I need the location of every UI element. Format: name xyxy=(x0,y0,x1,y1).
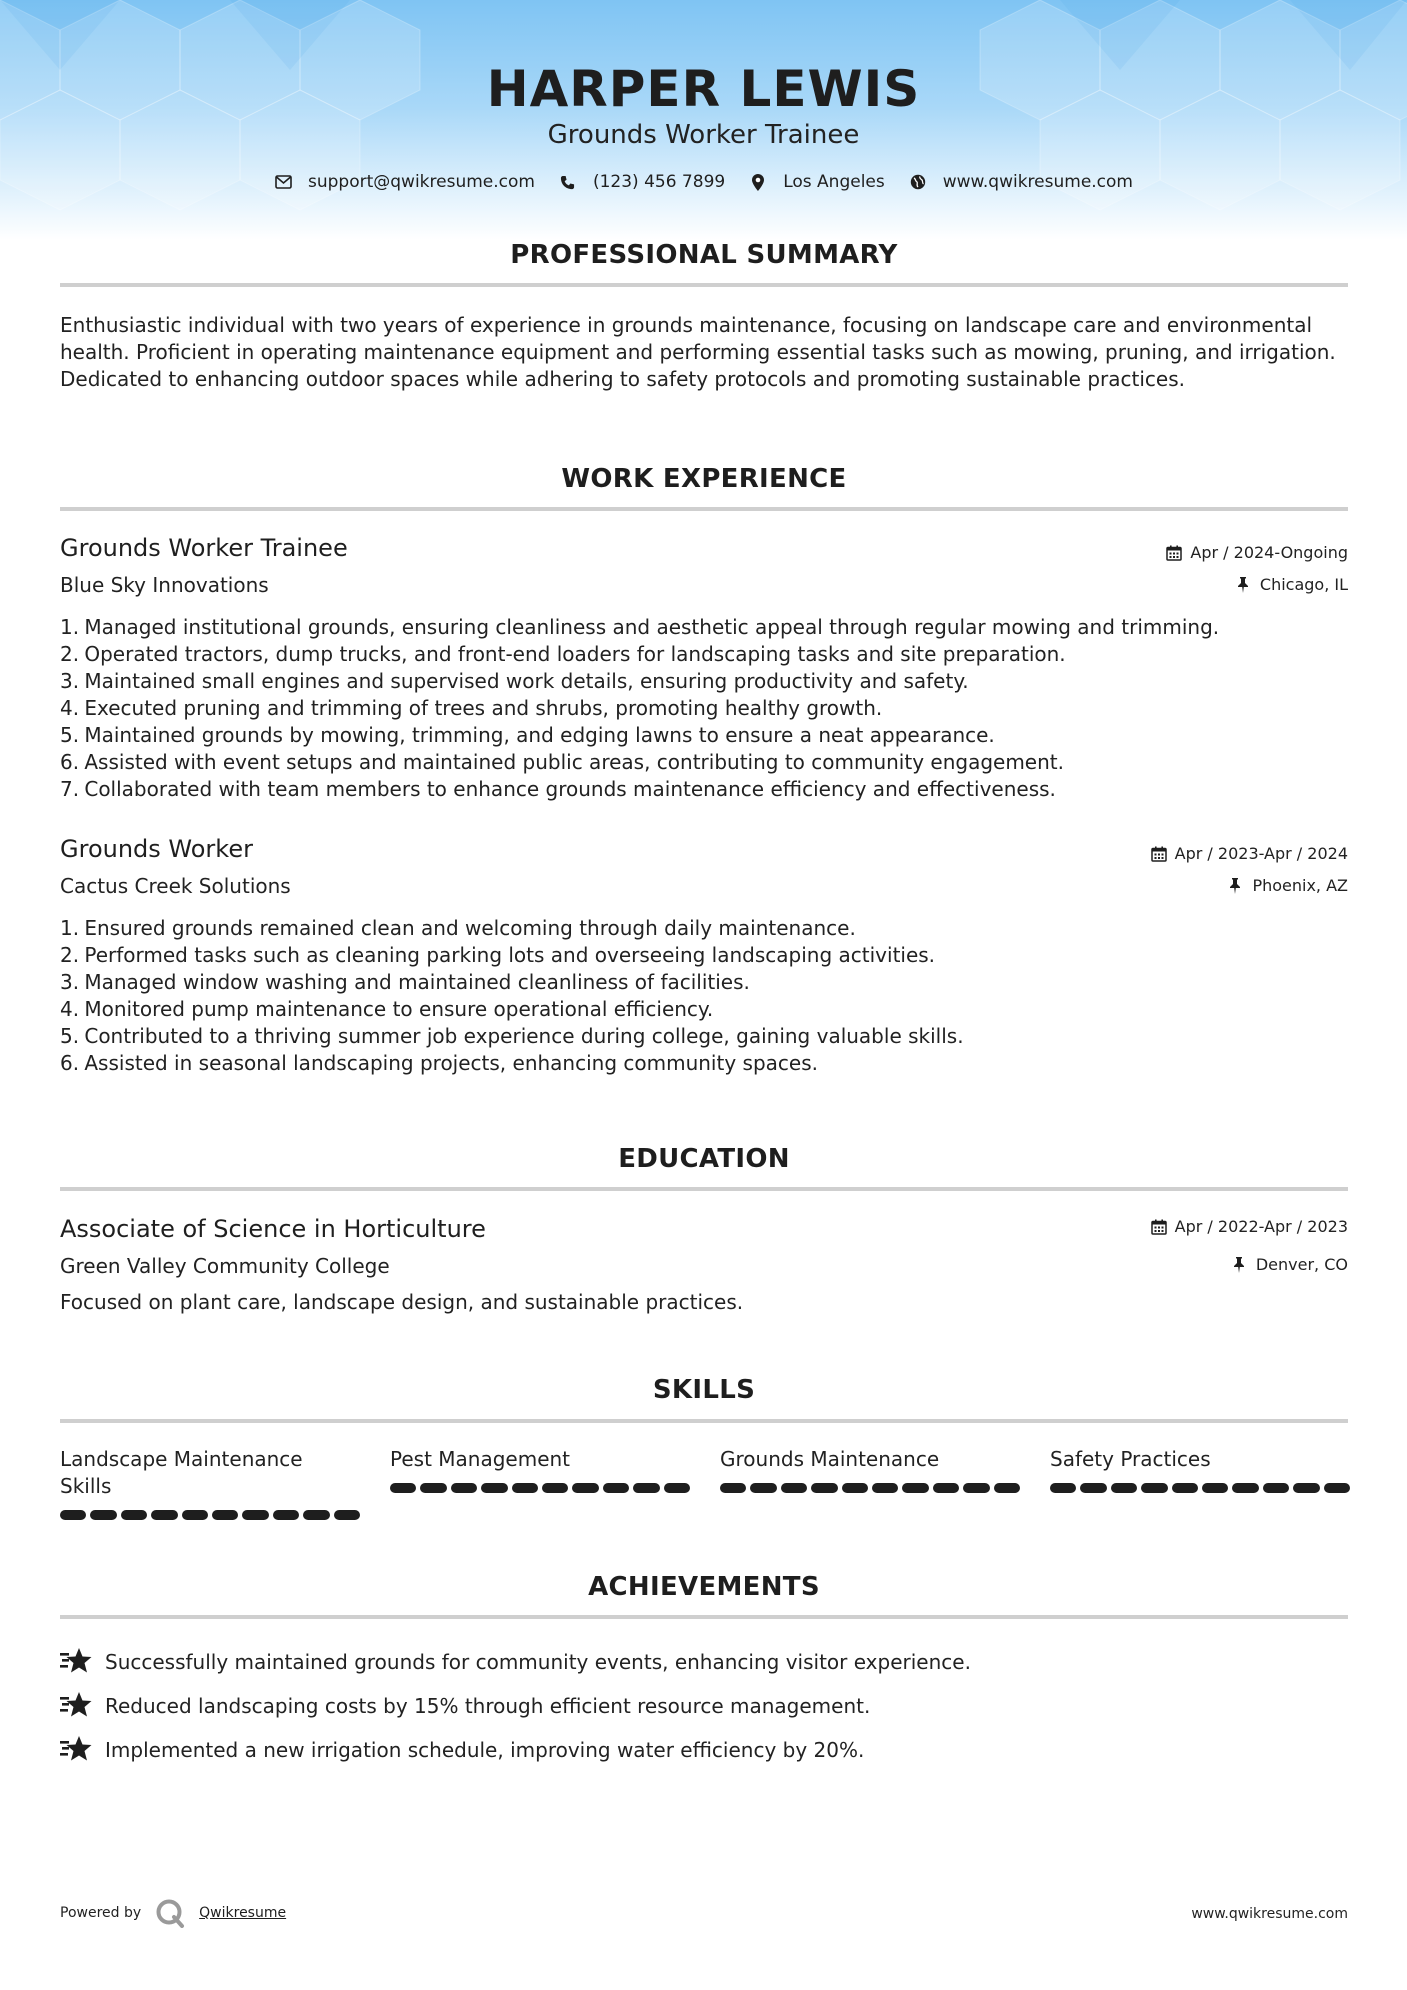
experience-rule xyxy=(60,507,1348,511)
skill-level-bar xyxy=(60,1510,360,1520)
list-item: Implemented a new irrigation schedule, improving water efficiency by 20%. xyxy=(60,1728,1350,1772)
map-pin-icon xyxy=(749,173,767,191)
job-location xyxy=(1236,575,1348,594)
experience-heading: WORK EXPERIENCE xyxy=(561,464,847,494)
skill-item xyxy=(60,1446,360,1520)
list-item: 1. Managed institutional grounds, ensuring cleanliness and aesthetic appeal through regular mowing and trimming. xyxy=(60,615,1220,639)
pushpin-icon xyxy=(1228,878,1244,894)
job-company: Blue Sky Innovations xyxy=(60,573,269,597)
skill-level-segment xyxy=(1293,1483,1319,1493)
job-dates xyxy=(1166,543,1348,562)
footer-powered-by xyxy=(60,1898,286,1928)
skill-name: Landscape Maintenance Skills xyxy=(60,1447,303,1498)
list-item: 5. Maintained grounds by mowing, trimming, and edging lawns to ensure a neat appearance. xyxy=(60,723,995,747)
job-bullets xyxy=(60,614,1350,803)
achievements-list xyxy=(60,1640,1350,1772)
calendar-icon xyxy=(1151,1219,1167,1235)
skill-level-segment xyxy=(451,1483,477,1493)
skill-name: Grounds Maintenance xyxy=(720,1447,940,1471)
achievements-rule xyxy=(60,1615,1348,1619)
skill-level-segment xyxy=(781,1483,807,1493)
skill-level-segment xyxy=(1172,1483,1198,1493)
skill-level-bar xyxy=(390,1483,690,1493)
skill-level-segment xyxy=(811,1483,837,1493)
skill-level-segment xyxy=(60,1510,86,1520)
list-item: Reduced landscaping costs by 15% through efficient resource management. xyxy=(60,1684,1350,1728)
skill-level-segment xyxy=(1050,1483,1076,1493)
skill-level-segment xyxy=(151,1510,177,1520)
list-item: 5. Contributed to a thriving summer job experience during college, gaining valuable skills. xyxy=(60,1024,964,1048)
education-dates-text: Apr / 2022-Apr / 2023 xyxy=(1174,1217,1348,1236)
education-heading: EDUCATION xyxy=(618,1144,790,1174)
skills-rule xyxy=(60,1419,1348,1423)
phone-icon xyxy=(559,173,577,191)
list-item: 1. Ensured grounds remained clean and welcoming through daily maintenance. xyxy=(60,916,856,940)
globe-icon xyxy=(909,173,927,191)
star-icon xyxy=(60,1647,92,1677)
skills-list xyxy=(60,1446,1350,1520)
list-item: 2. Operated tractors, dump trucks, and front-end loaders for landscaping tasks and site preparation. xyxy=(60,642,1066,666)
job-dates-text: Apr / 2024-Ongoing xyxy=(1190,543,1348,562)
contact-row xyxy=(0,172,1407,192)
location-text: Los Angeles xyxy=(783,172,885,192)
skill-level-segment xyxy=(603,1483,629,1493)
skill-level-segment xyxy=(273,1510,299,1520)
skills-heading: SKILLS xyxy=(652,1375,756,1405)
qwikresume-logo-icon xyxy=(155,1898,185,1928)
job-dates xyxy=(1151,844,1348,863)
list-item: 6. Assisted in seasonal landscaping projects, enhancing community spaces. xyxy=(60,1051,818,1075)
contact-email[interactable] xyxy=(274,172,535,192)
skill-item xyxy=(720,1446,1020,1520)
skill-name: Safety Practices xyxy=(1050,1447,1211,1471)
contact-phone[interactable] xyxy=(559,172,725,192)
list-item: 4. Executed pruning and trimming of trees and shrubs, promoting healthy growth. xyxy=(60,696,883,720)
email-text: support@qwikresume.com xyxy=(308,172,535,192)
skill-level-segment xyxy=(1080,1483,1106,1493)
skill-level-segment xyxy=(90,1510,116,1520)
education-rule xyxy=(60,1187,1348,1191)
job-bullets xyxy=(60,915,1350,1077)
calendar-icon xyxy=(1151,846,1167,862)
job-location-text: Chicago, IL xyxy=(1259,575,1348,594)
pushpin-icon xyxy=(1232,1257,1248,1273)
website-text: www.qwikresume.com xyxy=(942,172,1133,192)
skill-level-segment xyxy=(902,1483,928,1493)
list-item: 3. Maintained small engines and supervised work details, ensuring productivity and safety. xyxy=(60,669,969,693)
summary-rule xyxy=(60,283,1348,287)
job-title: Grounds Worker xyxy=(60,835,253,863)
skill-level-segment xyxy=(1232,1483,1258,1493)
job-company: Cactus Creek Solutions xyxy=(60,874,291,898)
education-school: Green Valley Community College xyxy=(60,1254,390,1278)
calendar-icon xyxy=(1166,545,1182,561)
job-location xyxy=(1228,876,1348,895)
education-degree: Associate of Science in Horticulture xyxy=(60,1215,486,1243)
summary-heading: PROFESSIONAL SUMMARY xyxy=(510,240,898,270)
skill-level-segment xyxy=(633,1483,659,1493)
achievements-heading: ACHIEVEMENTS xyxy=(588,1572,820,1602)
list-item: 6. Assisted with event setups and maintained public areas, contributing to community engagement. xyxy=(60,750,1064,774)
contact-location xyxy=(749,172,885,192)
skill-level-segment xyxy=(1263,1483,1289,1493)
skill-level-segment xyxy=(872,1483,898,1493)
education-description: Focused on plant care, landscape design, and sustainable practices. xyxy=(60,1290,744,1314)
list-item: 7. Collaborated with team members to enhance grounds maintenance efficiency and effectiveness. xyxy=(60,777,1056,801)
footer-website[interactable]: www.qwikresume.com xyxy=(1191,1906,1348,1922)
education-location xyxy=(1232,1255,1348,1274)
list-item: 2. Performed tasks such as cleaning parking lots and overseeing landscaping activities. xyxy=(60,943,936,967)
brand-link[interactable]: Qwikresume xyxy=(199,1905,287,1921)
skill-level-segment xyxy=(1202,1483,1228,1493)
phone-text: (123) 456 7899 xyxy=(592,172,726,192)
summary-text: Enthusiastic individual with two years of experience in grounds maintenance, focusing on landscape care and environmental health. Proficient in operating maintenance equipment and performing essential tasks such as mowing, pruning, and irrigation. Dedicated to enhancing outdoor spaces while adhering to safety protocols and promoting sustainable practices. xyxy=(60,313,1336,391)
skill-level-segment xyxy=(242,1510,268,1520)
skill-item xyxy=(1050,1446,1350,1520)
skill-level-segment xyxy=(842,1483,868,1493)
skill-level-bar xyxy=(720,1483,1020,1493)
skill-level-segment xyxy=(994,1483,1020,1493)
skill-level-segment xyxy=(512,1483,538,1493)
skill-item xyxy=(390,1446,690,1520)
list-item: Successfully maintained grounds for community events, enhancing visitor experience. xyxy=(60,1640,1350,1684)
skill-level-segment xyxy=(542,1483,568,1493)
job-dates-text: Apr / 2023-Apr / 2024 xyxy=(1174,844,1348,863)
skill-level-segment xyxy=(750,1483,776,1493)
contact-website[interactable] xyxy=(909,172,1133,192)
skill-level-segment xyxy=(212,1510,238,1520)
skill-level-segment xyxy=(1111,1483,1137,1493)
skill-level-bar xyxy=(1050,1483,1350,1493)
list-item: 3. Managed window washing and maintained cleanliness of facilities. xyxy=(60,970,750,994)
skill-level-segment xyxy=(1324,1483,1350,1493)
skill-level-segment xyxy=(720,1483,746,1493)
job-location-text: Phoenix, AZ xyxy=(1252,876,1348,895)
skill-level-segment xyxy=(933,1483,959,1493)
skill-level-segment xyxy=(303,1510,329,1520)
candidate-title: Grounds Worker Trainee xyxy=(547,120,860,150)
skill-level-segment xyxy=(334,1510,360,1520)
education-dates xyxy=(1151,1217,1348,1236)
skill-level-segment xyxy=(121,1510,147,1520)
skill-level-segment xyxy=(572,1483,598,1493)
pushpin-icon xyxy=(1236,577,1252,593)
skill-level-segment xyxy=(481,1483,507,1493)
star-icon xyxy=(60,1735,92,1765)
job-title: Grounds Worker Trainee xyxy=(60,534,348,562)
skill-level-segment xyxy=(390,1483,416,1493)
skill-level-segment xyxy=(963,1483,989,1493)
envelope-icon xyxy=(274,173,292,191)
skill-level-segment xyxy=(1141,1483,1167,1493)
skill-level-segment xyxy=(182,1510,208,1520)
skill-name: Pest Management xyxy=(390,1447,571,1471)
skill-level-segment xyxy=(664,1483,690,1493)
candidate-name: HARPER LEWIS xyxy=(486,60,921,118)
star-icon xyxy=(60,1691,92,1721)
skill-level-segment xyxy=(420,1483,446,1493)
list-item: 4. Monitored pump maintenance to ensure operational efficiency. xyxy=(60,997,714,1021)
powered-by-text: Powered by xyxy=(60,1905,142,1921)
education-location-text: Denver, CO xyxy=(1255,1255,1348,1274)
